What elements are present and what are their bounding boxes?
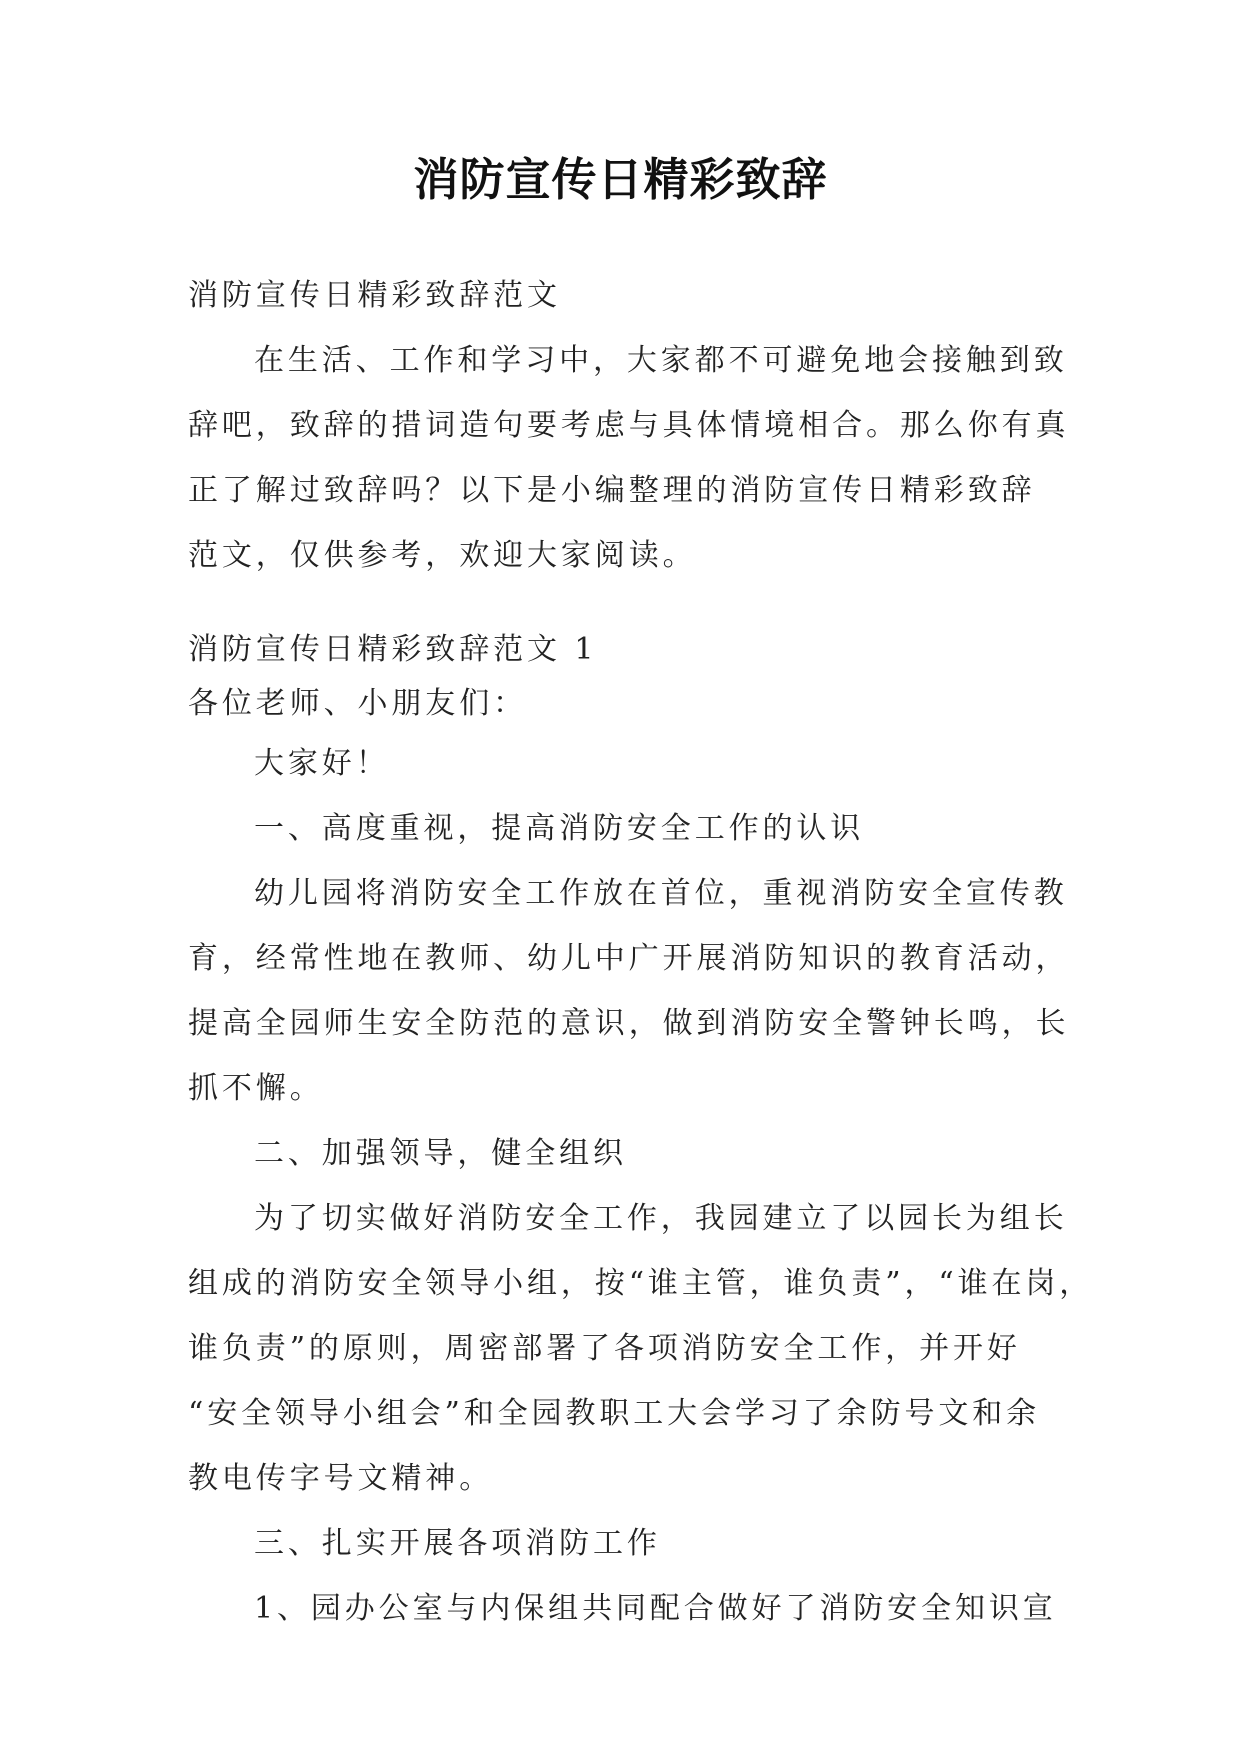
point3-heading: 三、扎实开展各项消防工作 — [254, 1526, 661, 1561]
greeting: 大家好！ — [254, 746, 390, 781]
point1-heading: 一、高度重视，提高消防安全工作的认识 — [254, 811, 865, 846]
intro-line: 辞吧，致辞的措词造句要考虑与具体情境相合。那么你有真 — [188, 408, 1070, 443]
point2-heading: 二、加强领导，健全组织 — [254, 1136, 627, 1171]
point2-line: “安全领导小组会”和全园教职工大会学习了余防号文和余 — [188, 1396, 1041, 1431]
section-heading: 消防宣传日精彩致辞范文 1 — [188, 632, 598, 667]
intro-line: 在生活、工作和学习中，大家都不可避免地会接触到致 — [254, 343, 1068, 378]
point2-line: 教电传字号文精神。 — [188, 1461, 494, 1496]
point1-line: 提高全园师生安全防范的意识，做到消防安全警钟长鸣，长 — [188, 1006, 1070, 1041]
intro-block — [188, 263, 1068, 588]
speech-block — [188, 617, 1094, 1641]
subtitle: 消防宣传日精彩致辞范文 — [188, 278, 561, 313]
point2-line: 为了切实做好消防安全工作，我园建立了以园长为组长 — [254, 1201, 1068, 1236]
point1-line: 幼儿园将消防安全工作放在首位，重视消防安全宣传教 — [254, 876, 1068, 911]
point2-line: 组成的消防安全领导小组，按“谁主管，谁负责”，“谁在岗， — [188, 1266, 1094, 1301]
point2-line: 谁负责”的原则，周密部署了各项消防安全工作，并开好 — [188, 1331, 1021, 1366]
salutation: 各位老师、小朋友们： — [188, 686, 527, 721]
point1-line: 育，经常性地在教师、幼儿中广开展消防知识的教育活动， — [188, 941, 1070, 976]
point1-line: 抓不懈。 — [188, 1071, 324, 1106]
intro-line: 范文，仅供参考，欢迎大家阅读。 — [188, 538, 697, 573]
intro-line: 正了解过致辞吗？以下是小编整理的消防宣传日精彩致辞 — [188, 473, 1036, 508]
point3-item: 1、园办公室与内保组共同配合做好了消防安全知识宣 — [254, 1591, 1057, 1626]
document-title: 消防宣传日精彩致辞 — [413, 153, 828, 206]
